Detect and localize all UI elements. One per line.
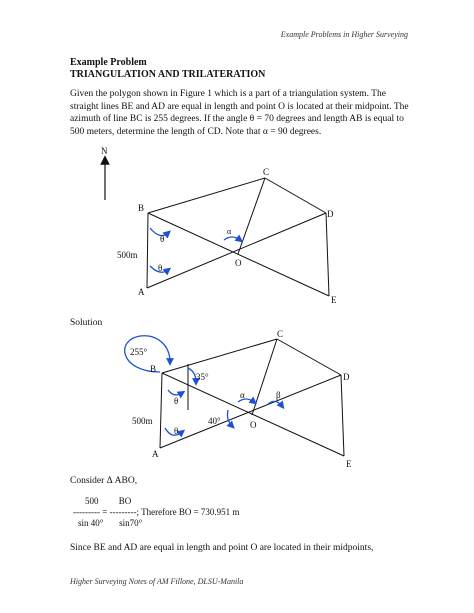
angle-35-arc-icon (188, 368, 196, 382)
solution-label: Solution (70, 318, 103, 328)
problem-line: Given the polygon shown in Figure 1 which is a part of a triangulation system. The (70, 89, 386, 99)
equation-denominators: sin 40° sin70° (78, 518, 143, 528)
theta-label: θ (174, 426, 179, 436)
azimuth-label: 255° (130, 347, 148, 357)
theta-label: θ (174, 396, 179, 406)
consider-statement: Consider Δ ABO, (70, 476, 138, 486)
equation-line: --------- = ---------; Therefore BO = 730.951 m (73, 507, 240, 517)
figure-2-lines (160, 339, 344, 456)
angle-35-label: 35° (196, 372, 209, 382)
line-co (252, 339, 277, 415)
running-header: Example Problems in Higher Surveying (280, 30, 408, 39)
length-ab-label: 500m (117, 250, 138, 260)
angle-40-label: 40° (208, 416, 221, 426)
point-c-label: C (277, 329, 284, 339)
theta-label: θ (160, 234, 165, 244)
angle-40-arc-icon (228, 410, 233, 426)
point-b-label: B (138, 203, 145, 213)
line-ab (160, 373, 162, 448)
point-b-label: B (150, 364, 157, 374)
section-subtitle: TRIANGULATION AND TRILATERATION (70, 69, 266, 80)
length-ab-label: 500m (132, 416, 153, 426)
point-o-label: O (235, 258, 242, 268)
alpha-label: α (227, 227, 232, 236)
point-e-label: E (346, 459, 352, 469)
theta-label: θ (158, 263, 163, 273)
line-cd (277, 339, 341, 375)
problem-line: 500 meters, determine the length of CD. Note that α = 90 degrees. (70, 126, 322, 137)
line-be (162, 373, 344, 456)
since-statement: Since BE and AD are equal in length and point O are located in their midpoints, (70, 543, 374, 553)
equation-numerators: 500 BO (85, 496, 132, 506)
point-d-label: D (327, 209, 334, 219)
beta-label: β (276, 390, 281, 400)
section-title: Example Problem (70, 57, 147, 68)
line-bc (162, 339, 277, 373)
line-de (341, 375, 344, 456)
problem-line: azimuth of line BC is 255 degrees. If the angle θ = 70 degrees and length AB is equal to (70, 114, 404, 125)
theta-arc-icon (168, 390, 182, 395)
problem-line: straight lines BE and AD are equal in length and point O is located at their midpoint. The (70, 101, 409, 112)
point-c-label: C (263, 167, 270, 177)
line-ad (160, 375, 341, 448)
alpha-label: α (240, 390, 245, 400)
point-a-label: A (152, 449, 159, 459)
point-a-label: A (138, 287, 145, 297)
point-e-label: E (331, 295, 337, 305)
north-label: N (101, 146, 108, 156)
point-o-label: O (250, 420, 257, 430)
point-d-label: D (343, 372, 350, 382)
running-footer: Higher Surveying Notes of AM Fillone, DLSU-Manila (70, 577, 244, 586)
